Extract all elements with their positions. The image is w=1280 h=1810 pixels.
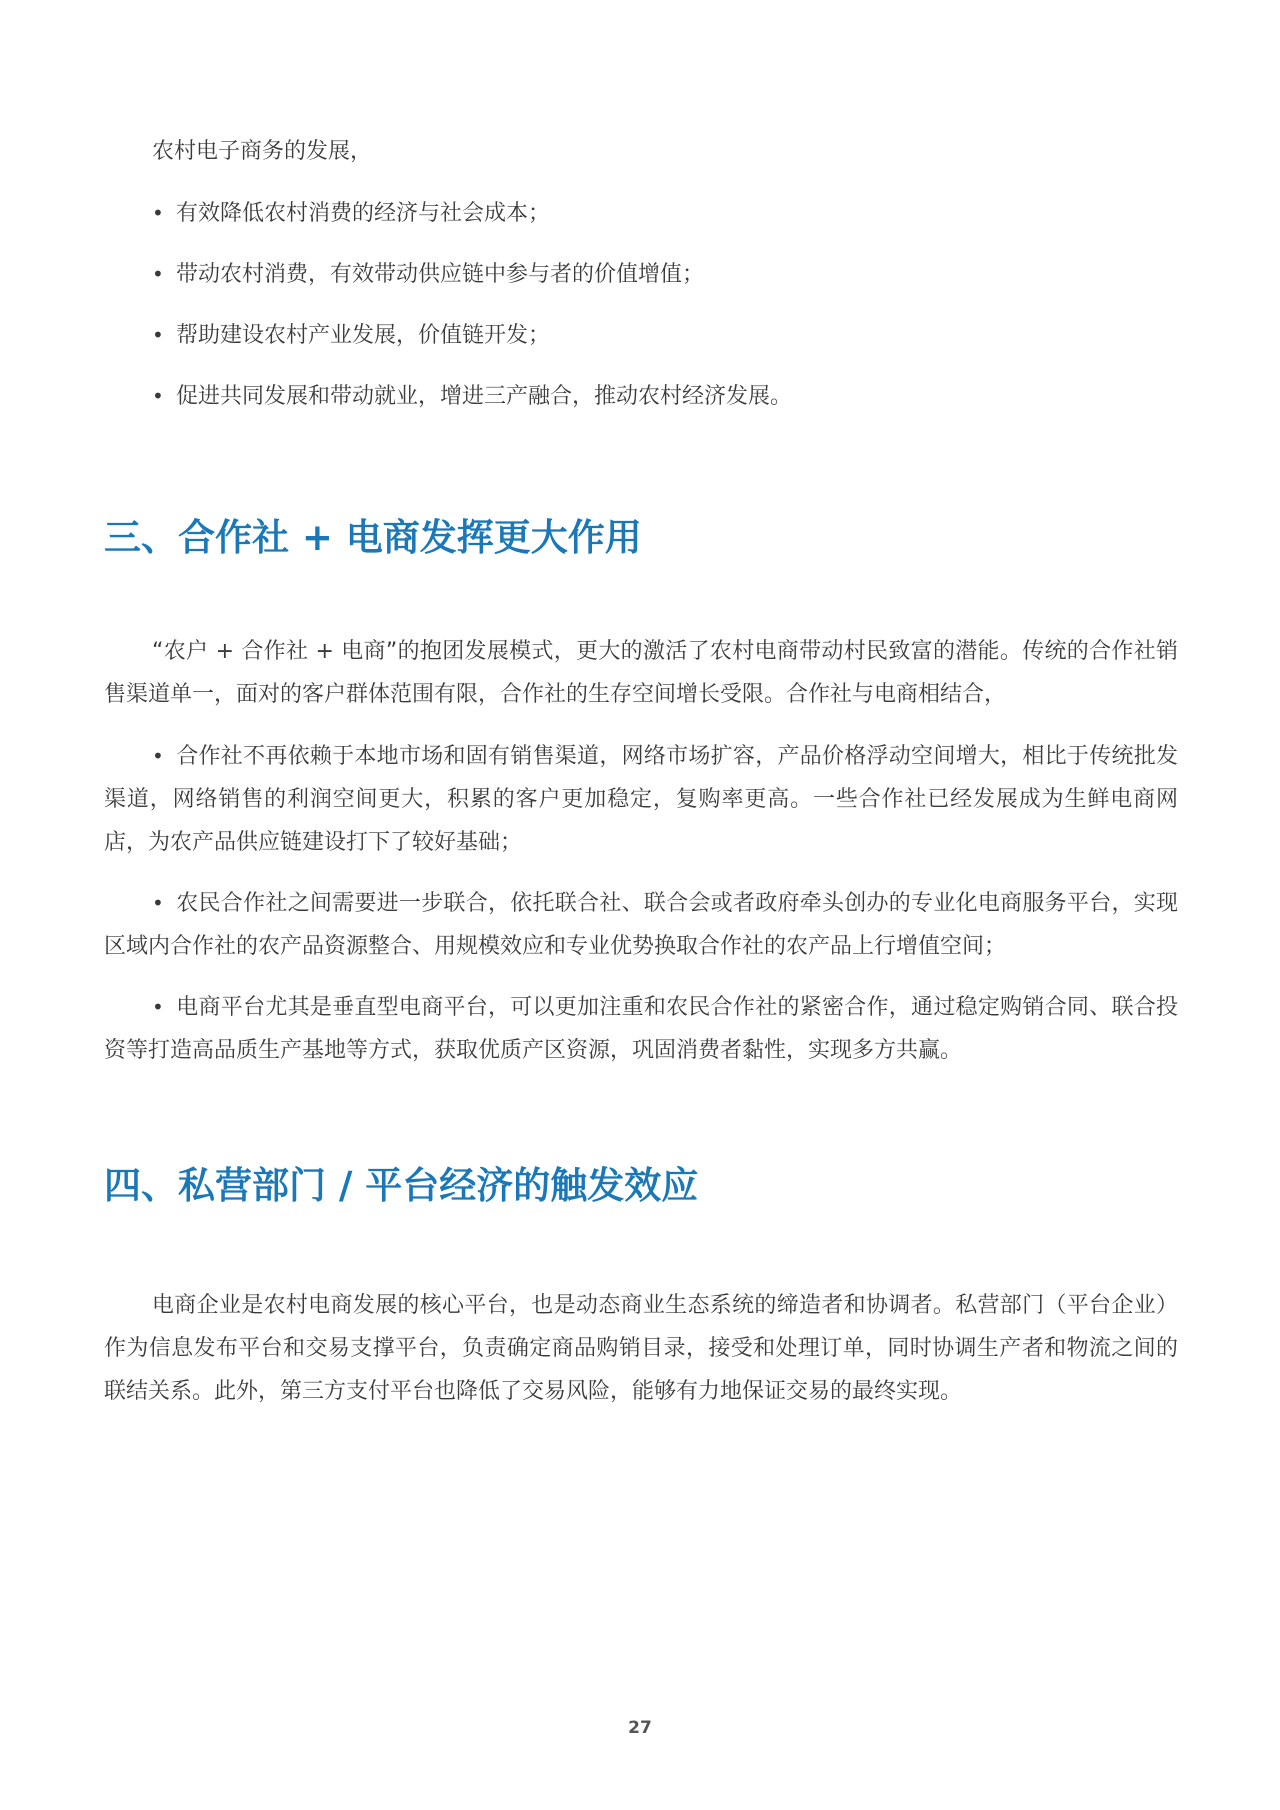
bullet-text: 农民合作社之间需要进一步联合，依托联合社、联合会或者政府牵头创办的专业化电商服务平台，实现区域内合作社的农产品资源整合、用规模效应和专业优势换取合作社的农产品上行增值空间；	[104, 891, 1178, 959]
section-4-heading: 四、私营部门 / 平台经济的触发效应	[104, 1164, 699, 1207]
bullet-text: 有效降低农村消费的经济与社会成本；	[176, 201, 551, 226]
bullet-icon: •	[152, 995, 164, 1019]
bullet-icon: •	[152, 384, 164, 408]
section-3-intro-paragraph: “农户 + 合作社 + 电商”的抱团发展模式，更大的激活了农村电商带动村民致富的潜能。传统的合作社销售渠道单一，面对的客户群体范围有限，合作社的生存空间增长受限。合作社与电商相结合，	[104, 639, 1178, 707]
section-3-bullet-paragraph	[104, 735, 1178, 864]
section-3-bullet-paragraph	[104, 882, 1178, 968]
intro-section	[152, 136, 1192, 441]
intro-lead-text: 农村电子商务的发展，	[152, 139, 373, 164]
bullet-icon: •	[152, 262, 164, 286]
section-3-heading: 三、合作社 + 电商发挥更大作用	[104, 516, 642, 559]
section-3-bullet-paragraph	[104, 986, 1178, 1072]
bullet-icon: •	[152, 201, 164, 225]
bullet-text: 促进共同发展和带动就业，增进三产融合，推动农村经济发展。	[176, 384, 793, 409]
page-number: 27	[628, 1718, 652, 1738]
list-item	[152, 319, 1192, 351]
bullet-text: 电商平台尤其是垂直型电商平台，可以更加注重和农民合作社的紧密合作，通过稳定购销合同、联合投资等打造高品质生产基地等方式，获取优质产区资源，巩固消费者黏性，实现多方共赢。	[104, 995, 1178, 1063]
list-item	[152, 197, 1192, 229]
list-item	[152, 380, 1192, 412]
bullet-icon: •	[152, 891, 164, 915]
bullet-text: 帮助建设农村产业发展，价值链开发；	[176, 323, 551, 348]
section-4-paragraph: 电商企业是农村电商发展的核心平台，也是动态商业生态系统的缔造者和协调者。私营部门（平台企业）作为信息发布平台和交易支撑平台，负责确定商品购销目录，接受和处理订单，同时协调生产者和物流之间的联结关系。此外，第三方支付平台也降低了交易风险，能够有力地保证交易的最终实现。	[104, 1293, 1178, 1404]
intro-bullet-list	[152, 197, 1192, 412]
list-item	[152, 258, 1192, 290]
bullet-text: 带动农村消费，有效带动供应链中参与者的价值增值；	[176, 262, 705, 287]
bullet-icon: •	[152, 323, 164, 347]
bullet-text: 合作社不再依赖于本地市场和固有销售渠道，网络市场扩容，产品价格浮动空间增大，相比于传统批发渠道，网络销售的利润空间更大，积累的客户更加稳定，复购率更高。一些合作社已经发展成为生鲜电商网店，为农产品供应链建设打下了较好基础；	[104, 744, 1178, 855]
bullet-icon: •	[152, 744, 164, 768]
